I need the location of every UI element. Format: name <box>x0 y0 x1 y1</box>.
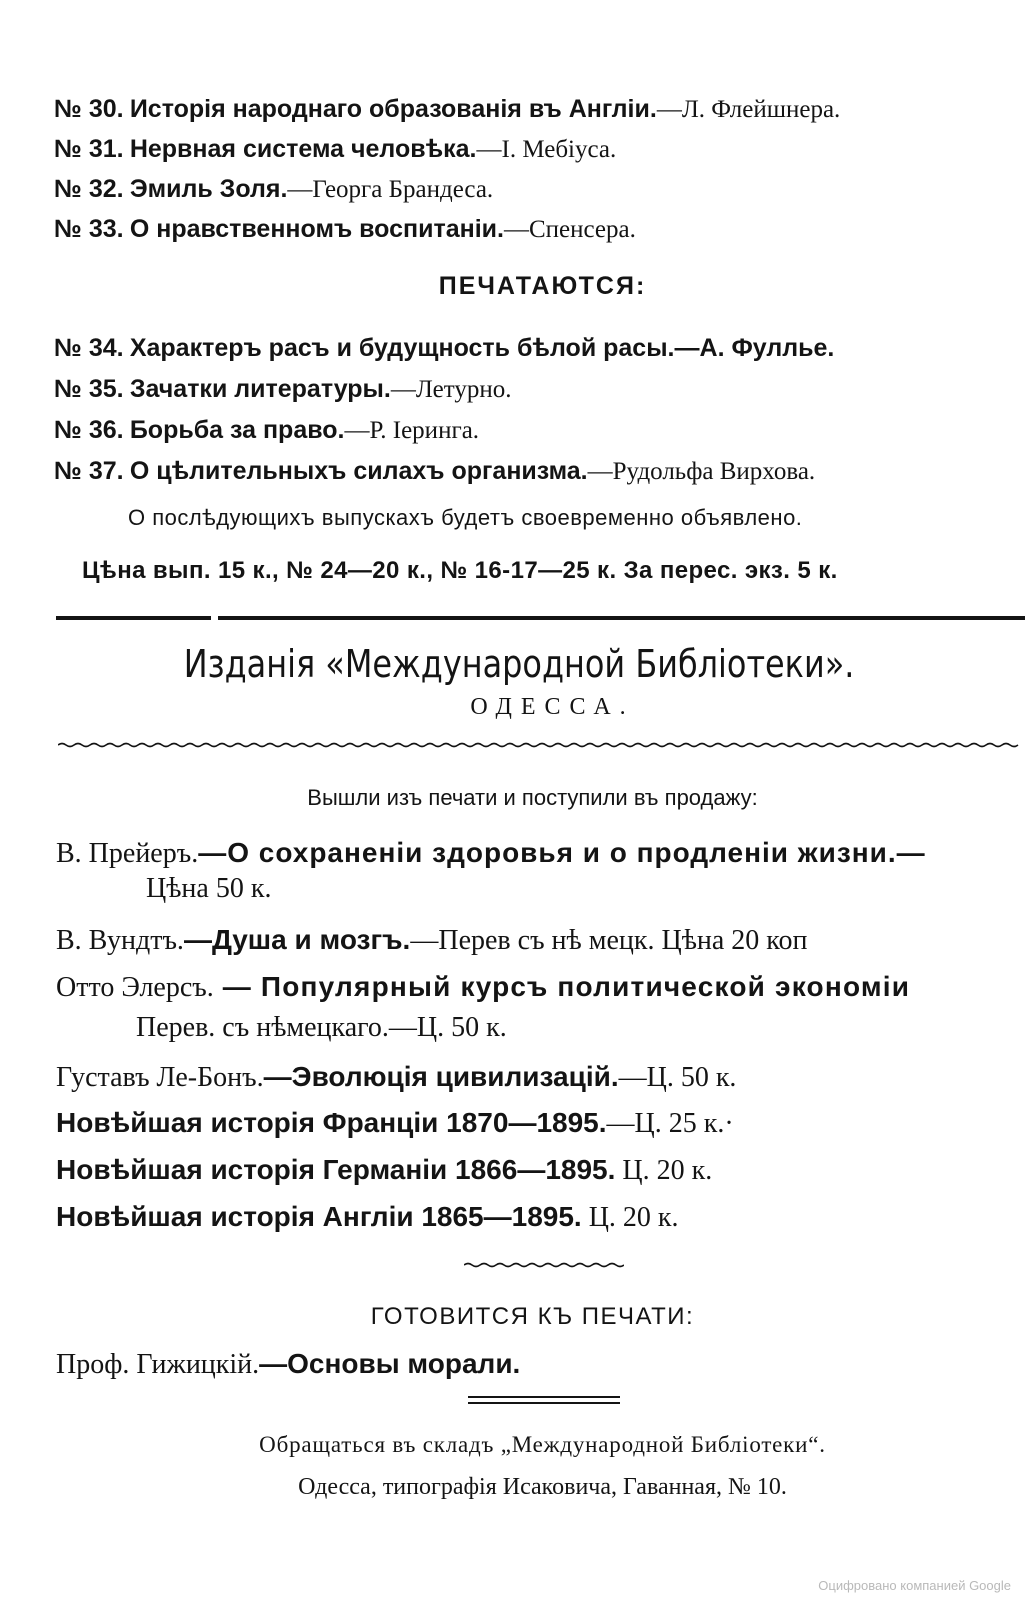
contact-line-2: Одесса, типографія Исаковича, Гаванная, № 10. <box>298 1474 787 1500</box>
list-item-price: Цѣна 50 к. <box>146 873 272 904</box>
list-item: В. Вундтъ.—Душа и мозгъ.—Перев съ нѣ мецк. Цѣна 20 коп <box>56 924 808 956</box>
list-item: № 33. О нравственномъ воспитаніи.—Спенсера. <box>54 215 636 243</box>
list-item-price: Перев. съ нѣмецкаго.—Ц. 50 к. <box>136 1012 507 1043</box>
list-item: № 34. Характеръ расъ и будущность бѣлой расы.—А. Фуллье. <box>54 334 835 362</box>
announcement: О послѣдующихъ выпускахъ будетъ своевременно объявлено. <box>128 505 803 530</box>
price-line: Цѣна вып. 15 к., № 24—20 к., № 16-17—25 к. За перес. экз. 5 к. <box>82 557 838 584</box>
released-heading: Вышли изъ печати и поступили въ продажу: <box>307 785 758 810</box>
double-rule-bottom <box>468 1402 620 1404</box>
list-item: № 31. Нервная система человѣка.—I. Мебіуса. <box>54 135 617 163</box>
list-item: № 35. Зачатки литературы.—Летурно. <box>54 375 512 403</box>
publisher-city: ОДЕССА. <box>470 694 635 720</box>
list-item: Новѣйшая исторія Германіи 1866—1895. Ц. 20 к. <box>56 1154 713 1186</box>
divider-rule-left <box>56 616 211 620</box>
list-item: № 36. Борьба за право.—Р. Іеринга. <box>54 416 480 444</box>
wavy-divider <box>58 738 1025 752</box>
list-item: № 30. Исторія народнаго образованія въ Англіи.—Л. Флейшнера. <box>54 95 841 123</box>
small-wavy-divider <box>464 1258 624 1272</box>
preparing-item: Проф. Гижицкій.—Основы морали. <box>56 1348 521 1380</box>
list-item: Новѣйшая исторія Англіи 1865—1895. Ц. 20 к. <box>56 1201 679 1233</box>
list-item: Новѣйшая исторія Франціи 1870—1895.—Ц. 25 к.· <box>56 1107 734 1139</box>
contact-line-1: Обращаться въ складъ „Международной Библіотеки“. <box>259 1432 826 1457</box>
list-item: № 32. Эмиль Золя.—Георга Брандеса. <box>54 175 494 203</box>
list-item: В. Прейеръ.—О сохраненіи здоровья и о продленіи жизни.— <box>56 837 926 869</box>
list-item: Отто Элерсъ. — Популярный курсъ политической экономіи <box>56 971 911 1003</box>
publisher-title: Изданія «Международной Библіотеки». <box>183 642 855 686</box>
list-item: Густавъ Ле-Бонъ.—Эволюція цивилизацій.—Ц. 50 к. <box>56 1061 737 1093</box>
preparing-heading: ГОТОВИТСЯ КЪ ПЕЧАТИ: <box>370 1303 695 1330</box>
list-item: № 37. О цѣлительныхъ силахъ организма.—Рудольфа Вирхова. <box>54 457 816 485</box>
double-rule-top <box>468 1396 620 1398</box>
printing-heading: ПЕЧАТАЮТСЯ: <box>438 272 647 300</box>
digitized-note: Оцифровано компанией Google <box>818 1578 1011 1593</box>
divider-rule-right <box>218 616 1025 620</box>
